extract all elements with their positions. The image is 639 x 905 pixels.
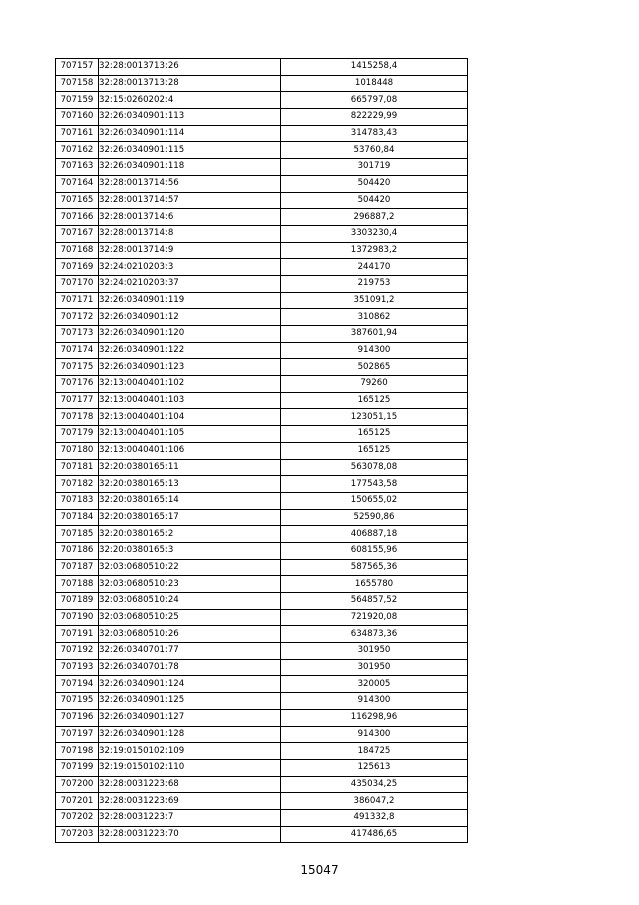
table-row [56, 326, 468, 343]
cadastral-number-cell: 32:24:0210203:37 [99, 275, 281, 292]
cadastral-number-cell: 32:20:0380165:2 [99, 526, 281, 543]
cadastral-value-cell: 301719 [281, 159, 468, 176]
cadastral-number-cell: 32:28:0013714:57 [99, 192, 281, 209]
cadastral-value-cell: 116298,96 [281, 709, 468, 726]
table-row [56, 109, 468, 126]
table-row [56, 793, 468, 810]
cadastral-number-cell: 32:26:0340901:113 [99, 109, 281, 126]
cadastral-value-cell: 79260 [281, 376, 468, 393]
table-row [56, 92, 468, 109]
cadastral-number-cell: 32:03:0680510:22 [99, 559, 281, 576]
cadastral-value-cell: 184725 [281, 743, 468, 760]
table-row [56, 242, 468, 259]
table-row [56, 225, 468, 242]
cadastral-value-cell: 351091,2 [281, 292, 468, 309]
row-number-cell: 707164 [56, 175, 99, 192]
row-number-cell: 707179 [56, 426, 99, 443]
cadastral-number-cell: 32:15:0260202:4 [99, 92, 281, 109]
cadastral-number-cell: 32:20:0380165:13 [99, 476, 281, 493]
cadastral-value-cell: 177543,58 [281, 476, 468, 493]
cadastral-number-cell: 32:03:0680510:23 [99, 576, 281, 593]
cadastral-value-cell: 1372983,2 [281, 242, 468, 259]
table-row [56, 776, 468, 793]
table-row [56, 459, 468, 476]
row-number-cell: 707183 [56, 492, 99, 509]
row-number-cell: 707201 [56, 793, 99, 810]
row-number-cell: 707181 [56, 459, 99, 476]
table-row [56, 476, 468, 493]
cadastral-number-cell: 32:28:0031223:68 [99, 776, 281, 793]
table-row [56, 309, 468, 326]
cadastral-number-cell: 32:13:0040401:102 [99, 376, 281, 393]
cadastral-number-cell: 32:26:0340901:127 [99, 709, 281, 726]
cadastral-value-cell: 301950 [281, 659, 468, 676]
cadastral-number-cell: 32:26:0340901:123 [99, 359, 281, 376]
table-row [56, 676, 468, 693]
cadastral-value-cell: 301950 [281, 643, 468, 660]
table-row [56, 542, 468, 559]
cadastral-value-cell: 502865 [281, 359, 468, 376]
cadastral-value-cell: 244170 [281, 259, 468, 276]
cadastral-number-cell: 32:28:0013714:6 [99, 209, 281, 226]
row-number-cell: 707185 [56, 526, 99, 543]
cadastral-number-cell: 32:03:0680510:25 [99, 609, 281, 626]
cadastral-number-cell: 32:13:0040401:105 [99, 426, 281, 443]
row-number-cell: 707200 [56, 776, 99, 793]
cadastral-value-cell: 320005 [281, 676, 468, 693]
cadastral-value-cell: 310862 [281, 309, 468, 326]
row-number-cell: 707203 [56, 826, 99, 843]
cadastral-number-cell: 32:28:0031223:69 [99, 793, 281, 810]
row-number-cell: 707160 [56, 109, 99, 126]
cadastral-value-cell: 219753 [281, 275, 468, 292]
row-number-cell: 707158 [56, 75, 99, 92]
table-row [56, 142, 468, 159]
row-number-cell: 707189 [56, 593, 99, 610]
cadastral-number-cell: 32:20:0380165:3 [99, 542, 281, 559]
row-number-cell: 707172 [56, 309, 99, 326]
cadastral-value-cell: 165125 [281, 426, 468, 443]
row-number-cell: 707196 [56, 709, 99, 726]
table-row [56, 192, 468, 209]
table-row [56, 726, 468, 743]
row-number-cell: 707177 [56, 392, 99, 409]
row-number-cell: 707194 [56, 676, 99, 693]
row-number-cell: 707175 [56, 359, 99, 376]
row-number-cell: 707202 [56, 809, 99, 826]
cadastral-value-cell: 387601,94 [281, 326, 468, 343]
row-number-cell: 707163 [56, 159, 99, 176]
row-number-cell: 707157 [56, 59, 99, 76]
cadastral-value-cell: 125613 [281, 759, 468, 776]
row-number-cell: 707190 [56, 609, 99, 626]
cadastral-number-cell: 32:26:0340901:114 [99, 125, 281, 142]
table-row [56, 125, 468, 142]
cadastral-value-cell: 504420 [281, 175, 468, 192]
cadastral-number-cell: 32:28:0013714:9 [99, 242, 281, 259]
table-row [56, 659, 468, 676]
row-number-cell: 707173 [56, 326, 99, 343]
cadastral-value-cell: 386047,2 [281, 793, 468, 810]
table-row [56, 59, 468, 76]
cadastral-value-cell: 563078,08 [281, 459, 468, 476]
cadastral-value-cell: 665797,08 [281, 92, 468, 109]
cadastral-number-cell: 32:19:0150102:110 [99, 759, 281, 776]
row-number-cell: 707199 [56, 759, 99, 776]
cadastral-value-cell: 914300 [281, 726, 468, 743]
row-number-cell: 707161 [56, 125, 99, 142]
cadastral-value-cell: 1415258,4 [281, 59, 468, 76]
cadastral-value-cell: 406887,18 [281, 526, 468, 543]
table-body [56, 59, 468, 843]
table-row [56, 275, 468, 292]
row-number-cell: 707166 [56, 209, 99, 226]
row-number-cell: 707176 [56, 376, 99, 393]
cadastral-value-cell: 721920,08 [281, 609, 468, 626]
cadastral-number-cell: 32:26:0340901:125 [99, 693, 281, 710]
table-row [56, 392, 468, 409]
table-row [56, 509, 468, 526]
cadastral-value-cell: 417486,65 [281, 826, 468, 843]
row-number-cell: 707193 [56, 659, 99, 676]
row-number-cell: 707184 [56, 509, 99, 526]
cadastral-number-cell: 32:19:0150102:109 [99, 743, 281, 760]
row-number-cell: 707159 [56, 92, 99, 109]
row-number-cell: 707170 [56, 275, 99, 292]
cadastral-number-cell: 32:28:0031223:70 [99, 826, 281, 843]
table-row [56, 175, 468, 192]
cadastral-number-cell: 32:24:0210203:3 [99, 259, 281, 276]
cadastral-number-cell: 32:13:0040401:103 [99, 392, 281, 409]
cadastral-value-cell: 296887,2 [281, 209, 468, 226]
table-row [56, 292, 468, 309]
table-row [56, 409, 468, 426]
cadastral-value-cell: 435034,25 [281, 776, 468, 793]
cadastral-number-cell: 32:20:0380165:14 [99, 492, 281, 509]
row-number-cell: 707195 [56, 693, 99, 710]
cadastral-value-cell: 1018448 [281, 75, 468, 92]
cadastral-value-cell: 314783,43 [281, 125, 468, 142]
cadastral-number-cell: 32:26:0340901:128 [99, 726, 281, 743]
row-number-cell: 707174 [56, 342, 99, 359]
row-number-cell: 707191 [56, 626, 99, 643]
row-number-cell: 707197 [56, 726, 99, 743]
cadastral-number-cell: 32:26:0340701:77 [99, 643, 281, 660]
row-number-cell: 707182 [56, 476, 99, 493]
cadastral-value-cell: 822229,99 [281, 109, 468, 126]
table-row [56, 359, 468, 376]
table-row [56, 576, 468, 593]
row-number-cell: 707162 [56, 142, 99, 159]
row-number-cell: 707188 [56, 576, 99, 593]
cadastral-value-cell: 914300 [281, 342, 468, 359]
row-number-cell: 707180 [56, 442, 99, 459]
cadastral-number-cell: 32:28:0013714:8 [99, 225, 281, 242]
table-row [56, 826, 468, 843]
cadastral-number-cell: 32:26:0340901:124 [99, 676, 281, 693]
cadastral-value-cell: 3303230,4 [281, 225, 468, 242]
row-number-cell: 707187 [56, 559, 99, 576]
cadastral-value-cell: 914300 [281, 693, 468, 710]
table-row [56, 559, 468, 576]
table-row [56, 626, 468, 643]
cadastral-value-cell: 165125 [281, 392, 468, 409]
cadastral-value-cell: 608155,96 [281, 542, 468, 559]
cadastral-value-cell: 150655,02 [281, 492, 468, 509]
cadastral-number-cell: 32:26:0340901:12 [99, 309, 281, 326]
row-number-cell: 707171 [56, 292, 99, 309]
table-row [56, 609, 468, 626]
cadastral-number-cell: 32:03:0680510:26 [99, 626, 281, 643]
cadastral-value-table [55, 58, 468, 843]
cadastral-value-cell: 53760,84 [281, 142, 468, 159]
table-row [56, 526, 468, 543]
page-number: 15047 [300, 863, 339, 877]
cadastral-number-cell: 32:03:0680510:24 [99, 593, 281, 610]
table-row [56, 209, 468, 226]
cadastral-number-cell: 32:26:0340901:120 [99, 326, 281, 343]
table-row [56, 643, 468, 660]
cadastral-number-cell: 32:26:0340901:118 [99, 159, 281, 176]
table-row [56, 743, 468, 760]
cadastral-number-cell: 32:28:0013714:56 [99, 175, 281, 192]
table-row [56, 492, 468, 509]
table-row [56, 259, 468, 276]
cadastral-value-cell: 165125 [281, 442, 468, 459]
row-number-cell: 707186 [56, 542, 99, 559]
row-number-cell: 707167 [56, 225, 99, 242]
cadastral-number-cell: 32:26:0340901:122 [99, 342, 281, 359]
row-number-cell: 707168 [56, 242, 99, 259]
table-row [56, 426, 468, 443]
cadastral-value-cell: 1655780 [281, 576, 468, 593]
table-row [56, 759, 468, 776]
row-number-cell: 707169 [56, 259, 99, 276]
cadastral-value-cell: 634873,36 [281, 626, 468, 643]
table-row [56, 693, 468, 710]
cadastral-value-cell: 491332,8 [281, 809, 468, 826]
table-row [56, 593, 468, 610]
row-number-cell: 707178 [56, 409, 99, 426]
table-row [56, 75, 468, 92]
cadastral-number-cell: 32:28:0031223:7 [99, 809, 281, 826]
cadastral-value-cell: 52590,86 [281, 509, 468, 526]
table-row [56, 709, 468, 726]
cadastral-value-cell: 123051,15 [281, 409, 468, 426]
cadastral-number-cell: 32:13:0040401:104 [99, 409, 281, 426]
cadastral-number-cell: 32:28:0013713:28 [99, 75, 281, 92]
cadastral-number-cell: 32:20:0380165:17 [99, 509, 281, 526]
row-number-cell: 707192 [56, 643, 99, 660]
table-row [56, 342, 468, 359]
row-number-cell: 707165 [56, 192, 99, 209]
cadastral-number-cell: 32:26:0340901:115 [99, 142, 281, 159]
cadastral-value-cell: 564857,52 [281, 593, 468, 610]
cadastral-number-cell: 32:20:0380165:11 [99, 459, 281, 476]
table-row [56, 809, 468, 826]
table-row [56, 159, 468, 176]
table-row [56, 442, 468, 459]
cadastral-value-cell: 504420 [281, 192, 468, 209]
table-row [56, 376, 468, 393]
cadastral-number-cell: 32:26:0340901:119 [99, 292, 281, 309]
cadastral-number-cell: 32:13:0040401:106 [99, 442, 281, 459]
cadastral-number-cell: 32:26:0340701:78 [99, 659, 281, 676]
cadastral-number-cell: 32:28:0013713:26 [99, 59, 281, 76]
row-number-cell: 707198 [56, 743, 99, 760]
cadastral-value-cell: 587565,36 [281, 559, 468, 576]
